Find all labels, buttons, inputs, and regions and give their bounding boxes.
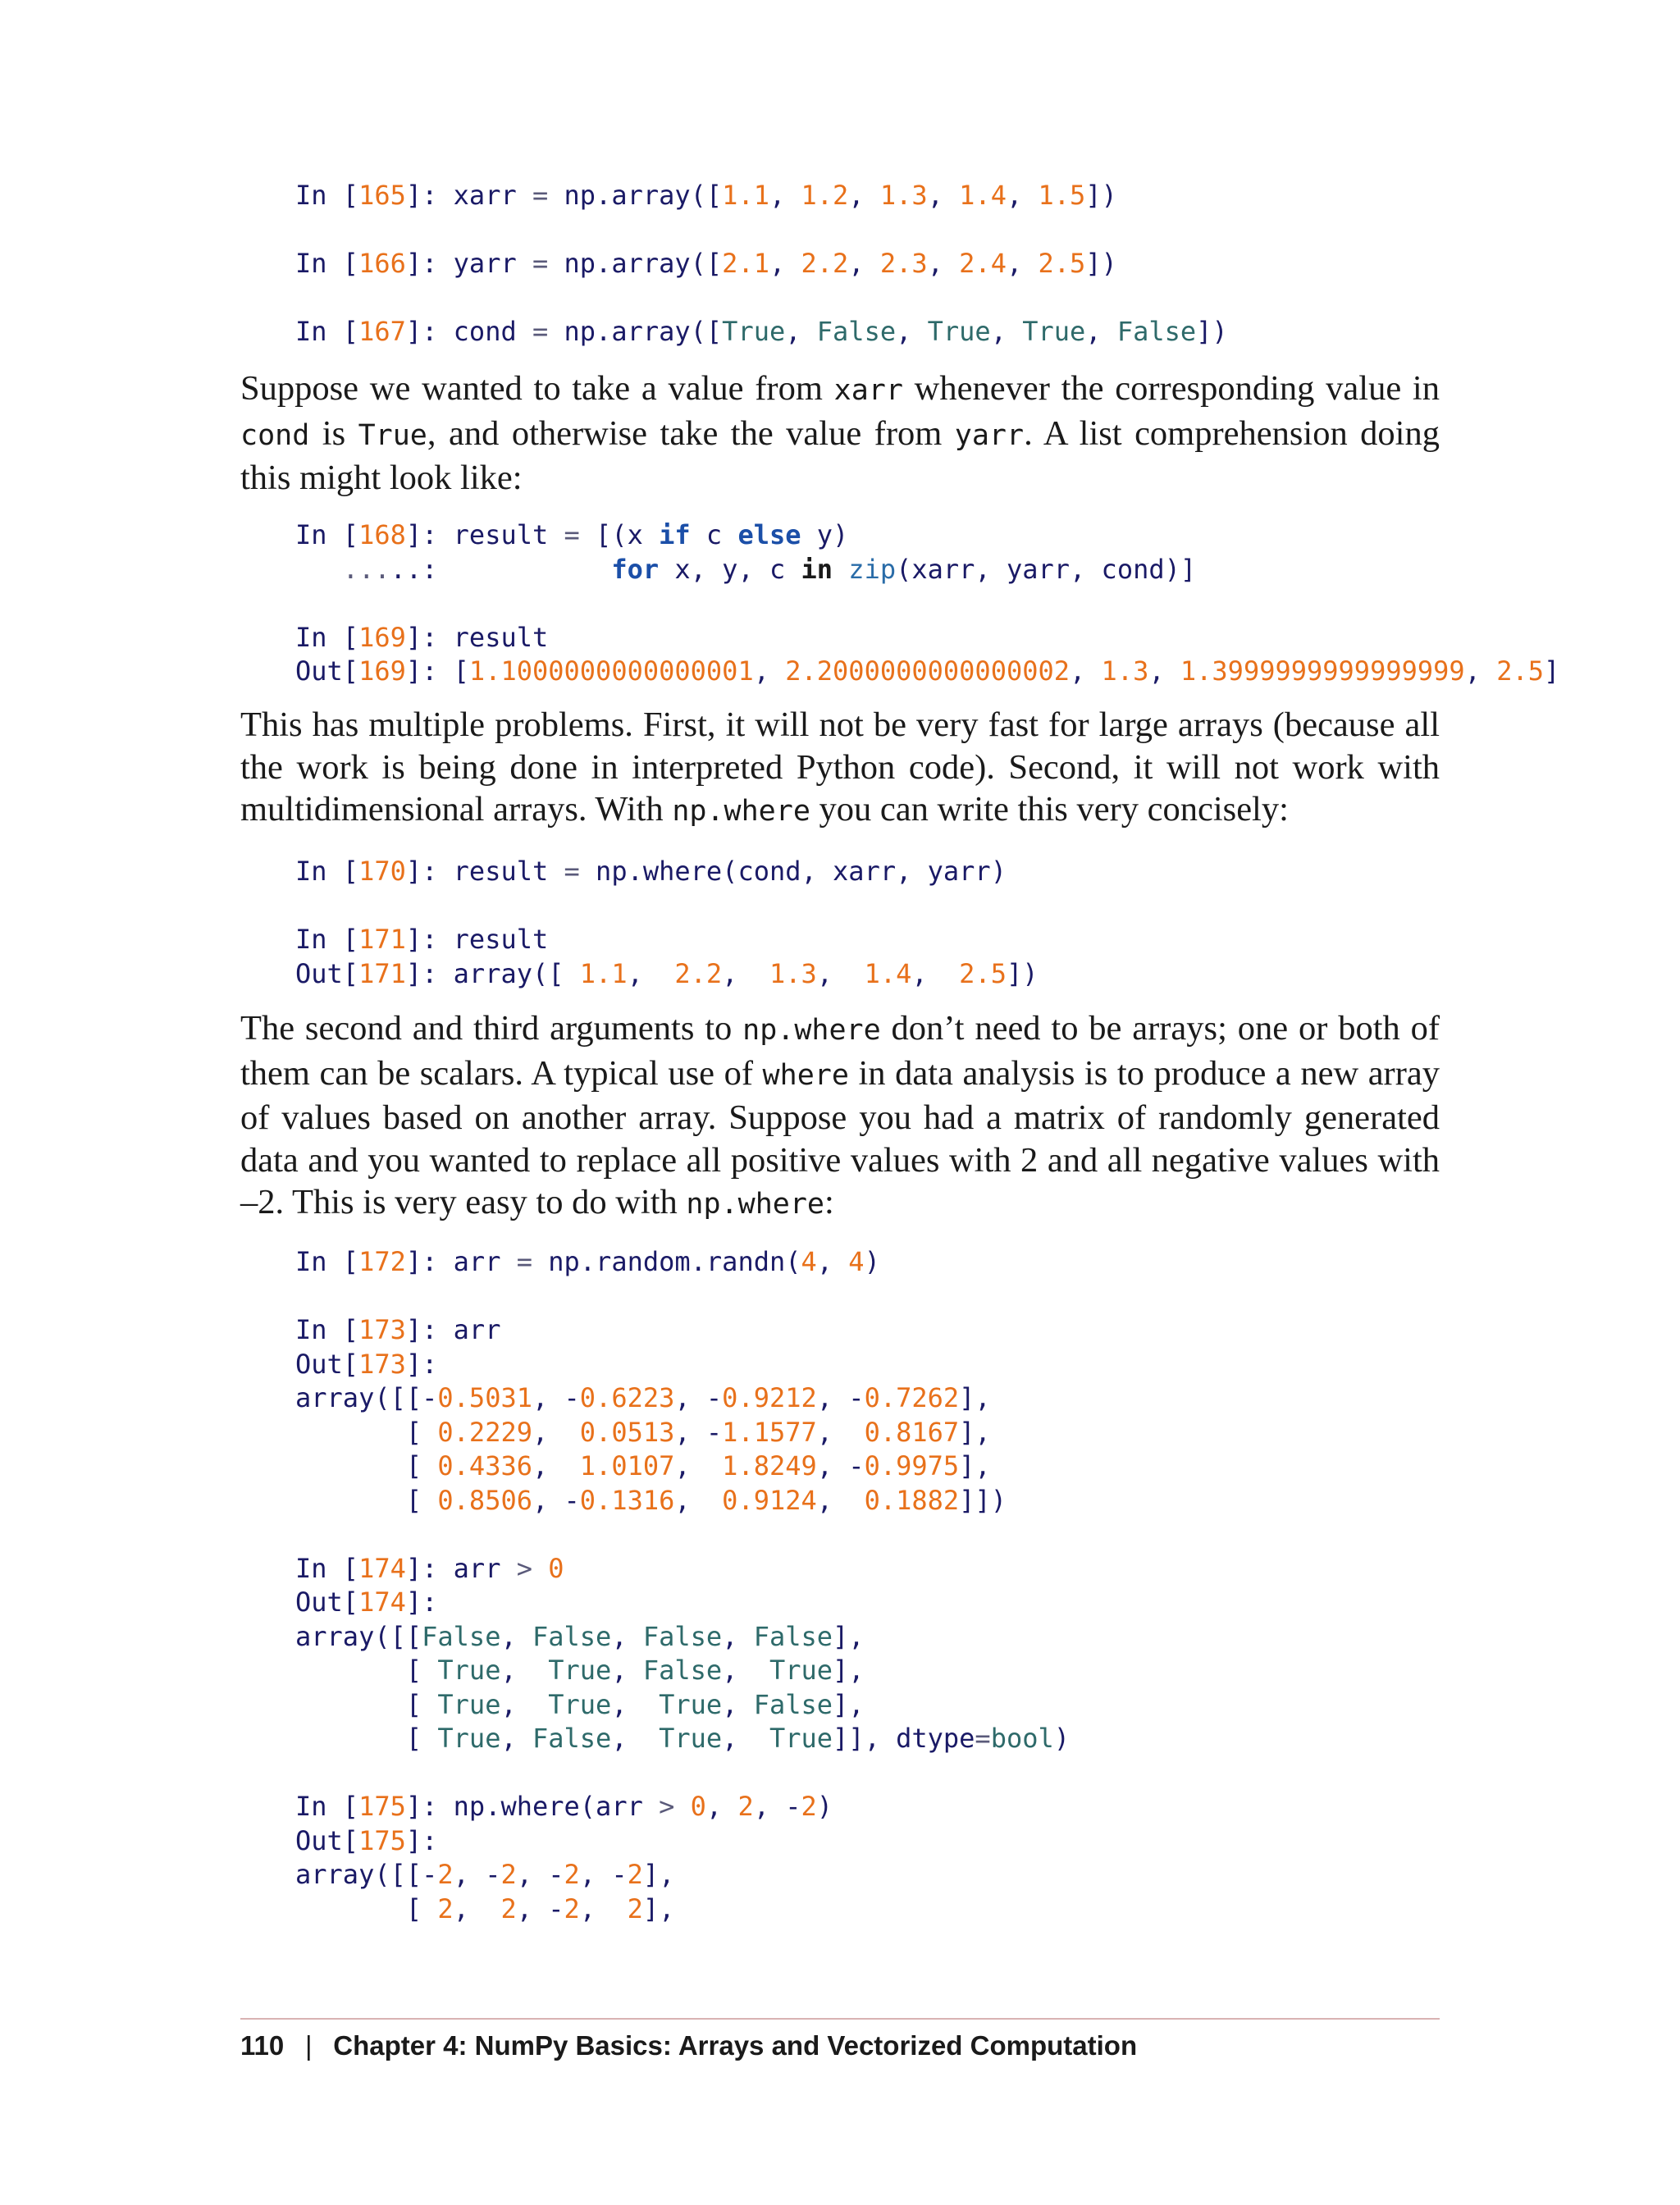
code-line: array([[False, False, False, False], (295, 1620, 865, 1652)
code-line: In [169]: result (295, 621, 549, 653)
code-block-2 (295, 518, 1559, 689)
code-line: In [171]: result (295, 924, 549, 955)
code-line (295, 587, 1559, 621)
code-line: [ 0.4336, 1.0107, 1.8249, -0.9975], (295, 1450, 991, 1481)
paragraph-text: This has multiple problems. First, it will not be very fast for large arrays (because all the work is being done in interpreted Python code). Second, it will not work with multidimensional arrays. With np.where you can write this very concisely: (240, 705, 1440, 829)
code-line: In [168]: result = [(x if c else y) (295, 519, 849, 550)
code-line (295, 213, 1228, 248)
page-number: 110 (240, 2030, 285, 2061)
code-line: [ True, True, True, False], (295, 1688, 865, 1720)
code-line: [ 0.2229, 0.0513, -1.1577, 0.8167], (295, 1416, 991, 1448)
code-line: In [175]: np.where(arr > 0, 2, -2) (295, 1791, 833, 1822)
chapter-title: Chapter 4: NumPy Basics: Arrays and Vectorized Computation (333, 2030, 1138, 2061)
inline-code: np.where (686, 1188, 824, 1221)
code-block-1 (295, 179, 1228, 349)
code-line: In [167]: cond = np.array([True, False, True, True, False]) (295, 316, 1228, 347)
inline-code: np.where (672, 795, 810, 828)
page-footer (240, 2026, 1137, 2066)
paragraph-3 (240, 1007, 1440, 1226)
code-line: Out[174]: (295, 1586, 454, 1618)
footer-separator: | (304, 2030, 313, 2061)
code-line: In [166]: yarr = np.array([2.1, 2.2, 2.3, 2.4, 2.5]) (295, 248, 1117, 279)
paragraph-text: Suppose we wanted to take a value from xarr whenever the corresponding value in cond is True, and otherwise take the value from yarr. A list comprehension doing this might look like: (240, 369, 1440, 497)
inline-code: where (762, 1058, 849, 1092)
code-line: In [173]: arr (295, 1314, 501, 1345)
code-line: .....: for x, y, c in zip(xarr, yarr, cond)] (342, 553, 1197, 585)
code-line: In [170]: result = np.where(cond, xarr, yarr) (295, 856, 1007, 887)
inline-code: cond (240, 418, 310, 452)
inline-code: xarr (833, 374, 903, 407)
code-line: Out[171]: array([ 1.1, 2.2, 1.3, 1.4, 2.5]) (295, 957, 1039, 989)
code-line (295, 1280, 1070, 1314)
code-line: [ 2, 2, -2, 2], (295, 1892, 675, 1924)
code-line: [ True, False, True, True]], dtype=bool) (295, 1723, 1071, 1754)
code-line: [ True, True, False, True], (295, 1655, 865, 1686)
code-line: In [165]: xarr = np.array([1.1, 1.2, 1.3, 1.4, 1.5]) (295, 180, 1117, 211)
code-line (295, 889, 1038, 924)
code-line: Out[169]: [1.1000000000000001, 2.2000000000000002, 1.3, 1.3999999999999999, 2.5] (295, 655, 1560, 687)
code-line: [ 0.8506, -0.1316, 0.9124, 0.1882]]) (295, 1484, 1007, 1516)
code-block-3 (295, 855, 1038, 991)
inline-code: True (358, 418, 427, 452)
code-line: array([[-0.5031, -0.6223, -0.9212, -0.7262], (295, 1382, 991, 1413)
paragraph-1 (240, 368, 1440, 500)
code-line (295, 281, 1228, 316)
code-line: Out[175]: (295, 1824, 454, 1856)
paragraph-text: The second and third arguments to np.where don’t need to be arrays; one or both of them can be scalars. A typical use of where in data analysis is to produce a new array of values based on another array. Suppose you had a matrix of randomly generated data and you wanted to replace all positive values with 2 and all negative values with –2. This is very easy to do with np.where: (240, 1009, 1440, 1221)
footer-rule (240, 2018, 1440, 2020)
inline-code: yarr (954, 418, 1025, 452)
code-block-4 (295, 1245, 1070, 1926)
code-line: In [172]: arr = np.random.randn(4, 4) (295, 1246, 880, 1277)
code-line: In [174]: arr > 0 (295, 1552, 564, 1584)
code-line (295, 1756, 1070, 1791)
code-line: Out[173]: (295, 1348, 454, 1380)
inline-code: np.where (742, 1014, 881, 1047)
code-line: array([[-2, -2, -2, -2], (295, 1859, 675, 1890)
code-line (295, 1518, 1070, 1552)
paragraph-2 (240, 704, 1440, 833)
